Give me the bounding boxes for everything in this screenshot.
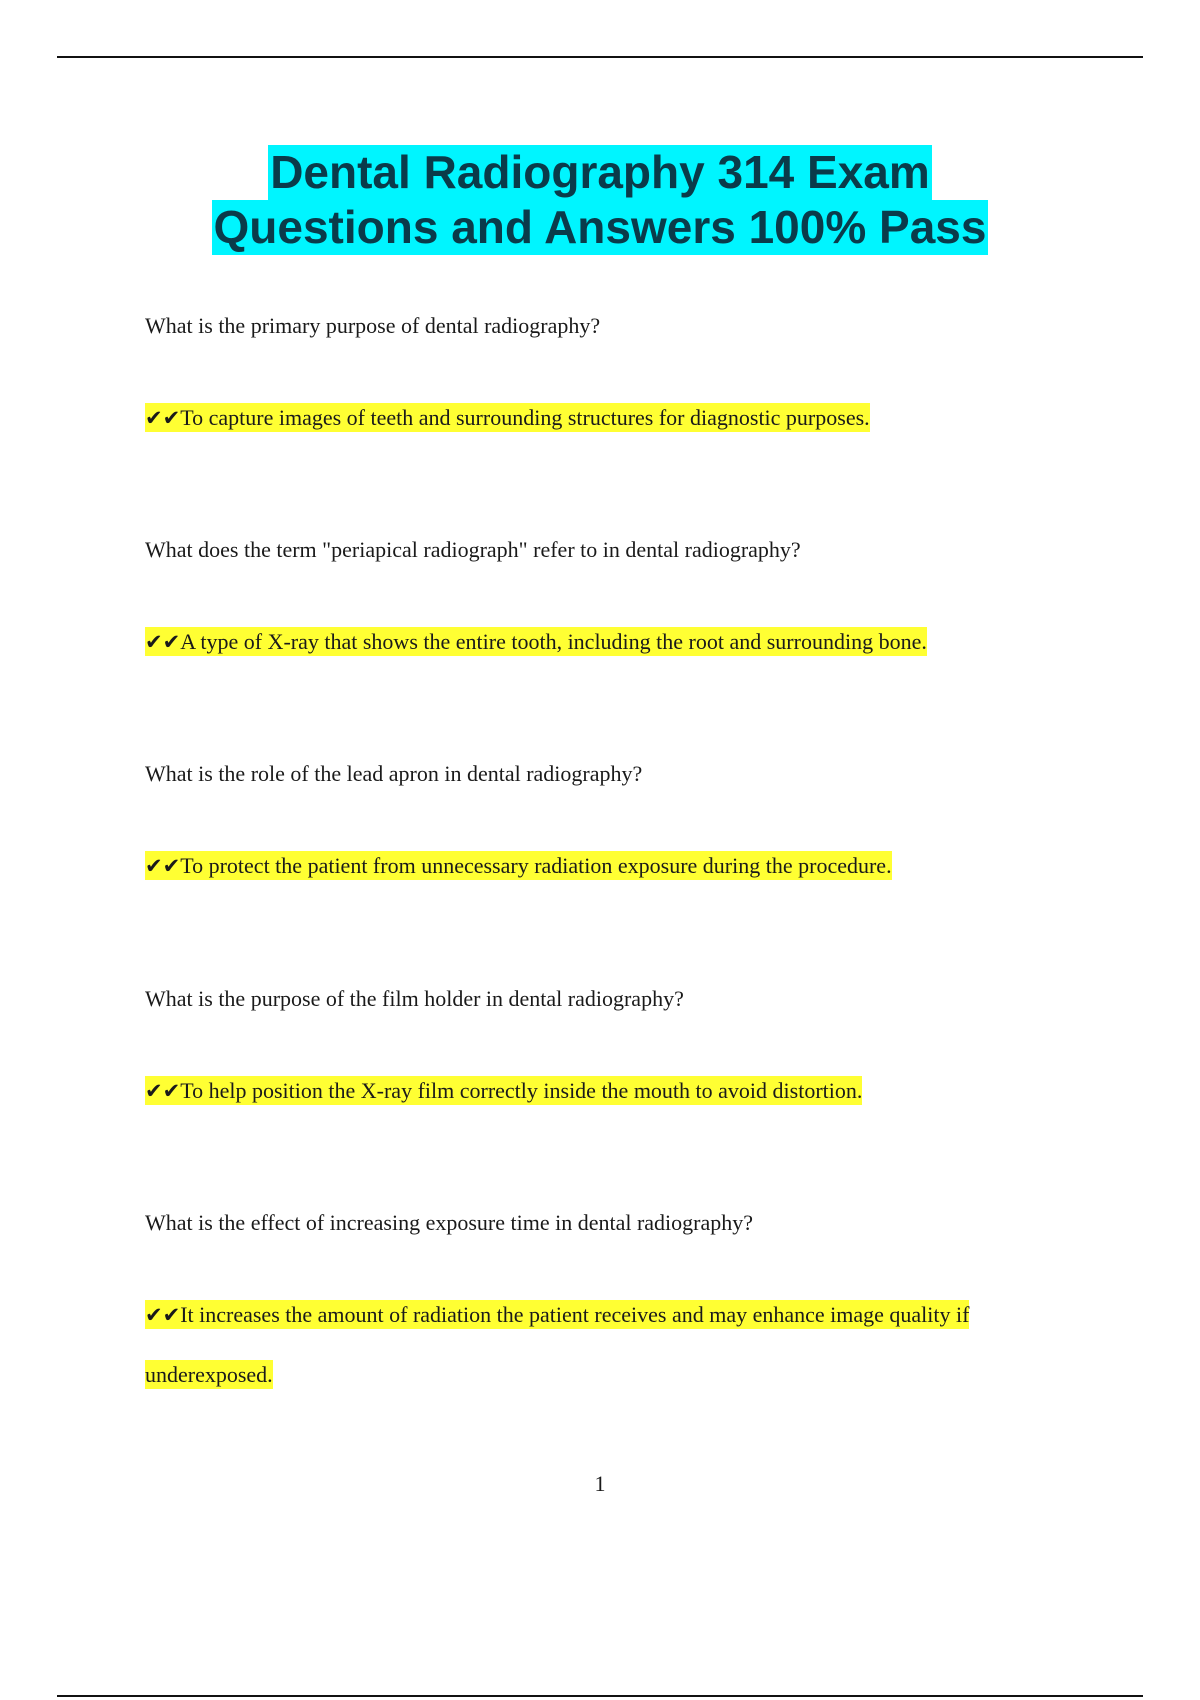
title-line-2: Questions and Answers 100% Pass — [213, 201, 987, 253]
double-check-icon: ✔✔ — [145, 630, 181, 654]
answer-highlight — [145, 627, 927, 656]
qa-item — [145, 985, 1075, 1121]
answer — [145, 836, 1075, 896]
answer-highlight — [145, 851, 892, 880]
double-check-icon: ✔✔ — [145, 406, 181, 430]
title-line-1: Dental Radiography 314 Exam — [270, 146, 930, 198]
answer-text: A type of X-ray that shows the entire tooth, including the root and surrounding bone. — [180, 629, 927, 654]
answer — [145, 1061, 1075, 1121]
double-check-icon: ✔✔ — [145, 854, 181, 878]
double-check-icon: ✔✔ — [145, 1303, 181, 1327]
page-number: 1 — [594, 1471, 606, 1496]
question-text: What is the role of the lead apron in dental radiography? — [145, 761, 643, 786]
answer-highlight — [145, 1300, 969, 1389]
answer-text: To capture images of teeth and surrounding structures for diagnostic purposes. — [180, 405, 870, 430]
answer-highlight — [145, 403, 870, 432]
question-text: What is the purpose of the film holder in dental radiography? — [145, 986, 684, 1011]
double-check-icon: ✔✔ — [145, 1079, 181, 1103]
answer-text: To protect the patient from unnecessary radiation exposure during the procedure. — [180, 853, 892, 878]
question-text: What is the effect of increasing exposure time in dental radiography? — [145, 1210, 754, 1235]
answer-text: To help position the X-ray film correctly inside the mouth to avoid distortion. — [180, 1078, 863, 1103]
qa-item — [145, 1209, 1075, 1405]
answer-text: It increases the amount of radiation the patient receives and may enhance image quality if underexposed. — [145, 1302, 970, 1387]
qa-item — [145, 536, 1075, 672]
top-rule — [57, 56, 1143, 58]
answer — [145, 1285, 1075, 1405]
answer — [145, 612, 1075, 672]
document-title — [0, 145, 1200, 255]
question-text: What does the term "periapical radiograph" refer to in dental radiography? — [145, 537, 801, 562]
answer — [145, 388, 1075, 448]
qa-item — [145, 760, 1075, 896]
bottom-rule — [57, 1695, 1143, 1697]
question-text: What is the primary purpose of dental radiography? — [145, 313, 601, 338]
qa-item — [145, 312, 1075, 448]
answer-highlight — [145, 1076, 862, 1105]
